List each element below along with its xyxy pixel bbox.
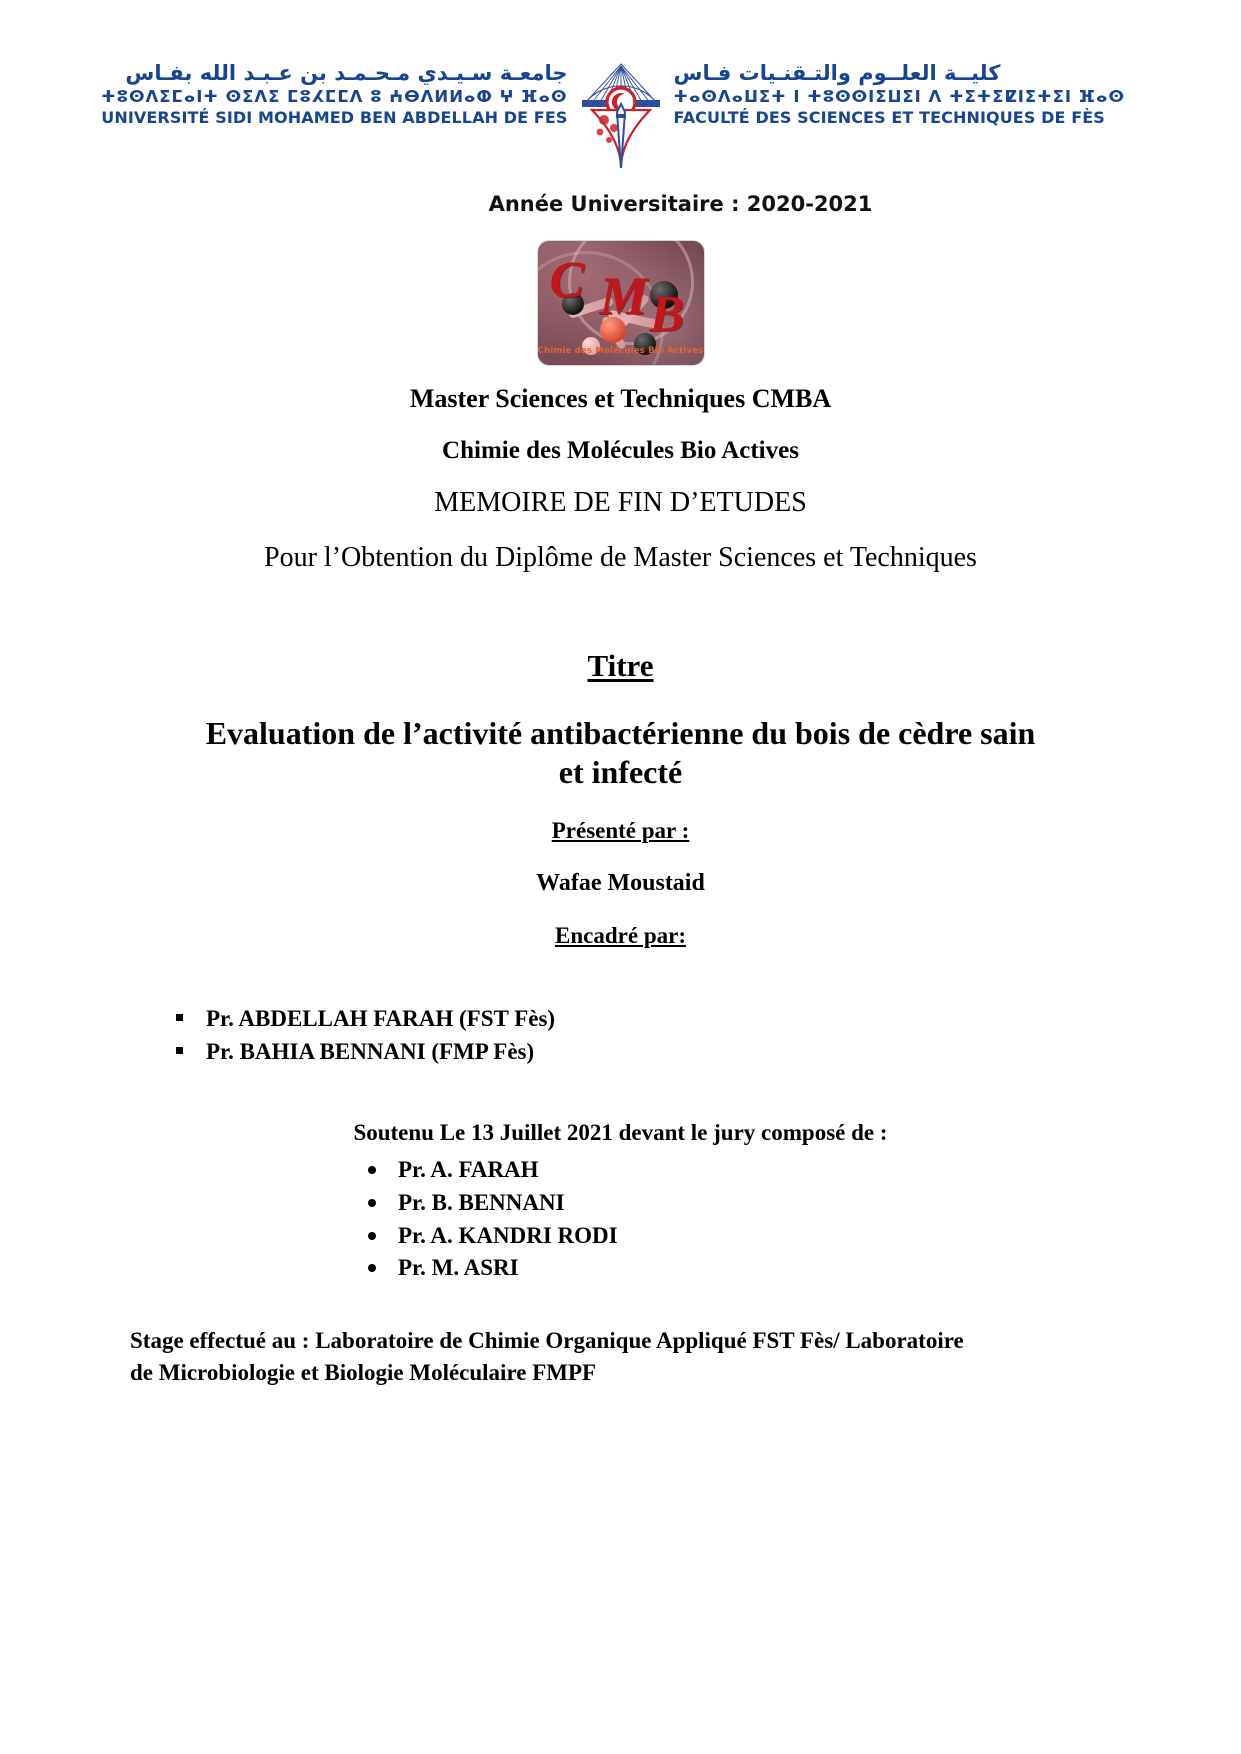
program-master-line: Master Sciences et Techniques CMBA: [409, 384, 832, 413]
cmba-letter-c: C: [549, 252, 585, 309]
round-bullet-icon: [368, 1264, 376, 1272]
list-item: [170, 1003, 690, 1036]
university-name-tifinagh: ⵜⵓⵙⴷⵉⵎⴰⵏⵜ ⵙⵉⴷⵉ ⵎⵓⵃⵎⵎⴷ ⵓ ⵄⴱⴷⵍⵍⴰⵀ ⵖ ⴼⴰⵙ: [101, 87, 568, 107]
list-item: [360, 1220, 790, 1253]
supervised-by-label: Encadré par:: [555, 923, 686, 949]
cmba-logo-container: [0, 240, 1241, 366]
square-bullet-icon: [176, 1047, 183, 1054]
jury-list: [360, 1154, 790, 1285]
list-item: [360, 1187, 790, 1220]
university-name-arabic: جامعـة سـيـدي مـحـمـد بن عـبـد الله بفـاس: [125, 61, 568, 85]
round-bullet-icon: [368, 1232, 376, 1240]
cmba-logo-tagline: Chimie des Molécules Bio Actives: [537, 346, 704, 356]
author-name: Wafae Moustaid: [536, 870, 705, 897]
faculty-header-block: [664, 52, 1125, 128]
title-label: Titre: [587, 648, 654, 684]
supervisor-name: Pr. ABDELLAH FARAH (FST Fès): [206, 1006, 556, 1032]
jury-member: Pr. M. ASRI: [398, 1255, 519, 1281]
document-purpose-line: Pour l’Obtention du Diplôme de Master Sciences et Techniques: [264, 542, 977, 573]
cover-body: [0, 386, 1241, 1389]
faculty-name-tifinagh: ⵜⴰⵙⴷⴰⵡⵉⵜ ⵏ ⵜⵓⵙⵙⵏⵉⵡⵉⵏ ⴷ ⵜⵉⵜⵉⵇⵏⵉⵜⵉⵏ ⴼⴰⵙ: [673, 87, 1125, 107]
cmba-letter-b: B: [649, 286, 685, 343]
academic-year-text: Année Universitaire : 2020-2021: [488, 192, 873, 216]
defense-line: Soutenu Le 13 Juillet 2021 devant le jury composé de :: [353, 1120, 888, 1146]
faculty-name-french: FACULTÉ DES SCIENCES ET TECHNIQUES DE FÈS: [673, 107, 1105, 127]
jury-member: Pr. B. BENNANI: [398, 1190, 565, 1216]
cmba-molecular-logo-icon: [537, 240, 705, 366]
jury-member: Pr. A. KANDRI RODI: [398, 1222, 618, 1248]
institution-header: [0, 52, 1241, 172]
jury-member: Pr. A. FARAH: [398, 1157, 539, 1183]
thesis-title: Evaluation de l’activité antibactérienne du bois de cèdre sain et infecté: [205, 715, 1036, 791]
square-bullet-icon: [176, 1014, 183, 1021]
presented-by-label: Présenté par :: [551, 818, 690, 844]
academic-year: [0, 192, 1241, 216]
cmba-letter-m: M: [599, 266, 648, 326]
university-header-block: [101, 52, 578, 128]
supervisor-name: Pr. BAHIA BENNANI (FMP Fès): [206, 1038, 535, 1064]
round-bullet-icon: [368, 1199, 376, 1207]
list-item: [170, 1036, 690, 1069]
round-bullet-icon: [368, 1166, 376, 1174]
internship-line: Stage effectué au : Laboratoire de Chimie Organique Appliqué FST Fès/ Laboratoire de Microbiologie et Biologie Moléculaire FMPF: [130, 1328, 964, 1385]
document-type-line: MEMOIRE DE FIN D’ETUDES: [434, 487, 807, 518]
program-specialty-line: Chimie des Molécules Bio Actives: [442, 437, 799, 464]
list-item: [360, 1252, 790, 1285]
faculty-name-arabic: كليــة العلــوم والتـقنـيات فـاس: [673, 61, 1001, 85]
university-crest-icon: [578, 54, 664, 172]
supervisor-list: [170, 1003, 690, 1068]
university-name-french: UNIVERSITÉ SIDI MOHAMED BEN ABDELLAH DE FES: [101, 107, 568, 127]
list-item: [360, 1154, 790, 1187]
